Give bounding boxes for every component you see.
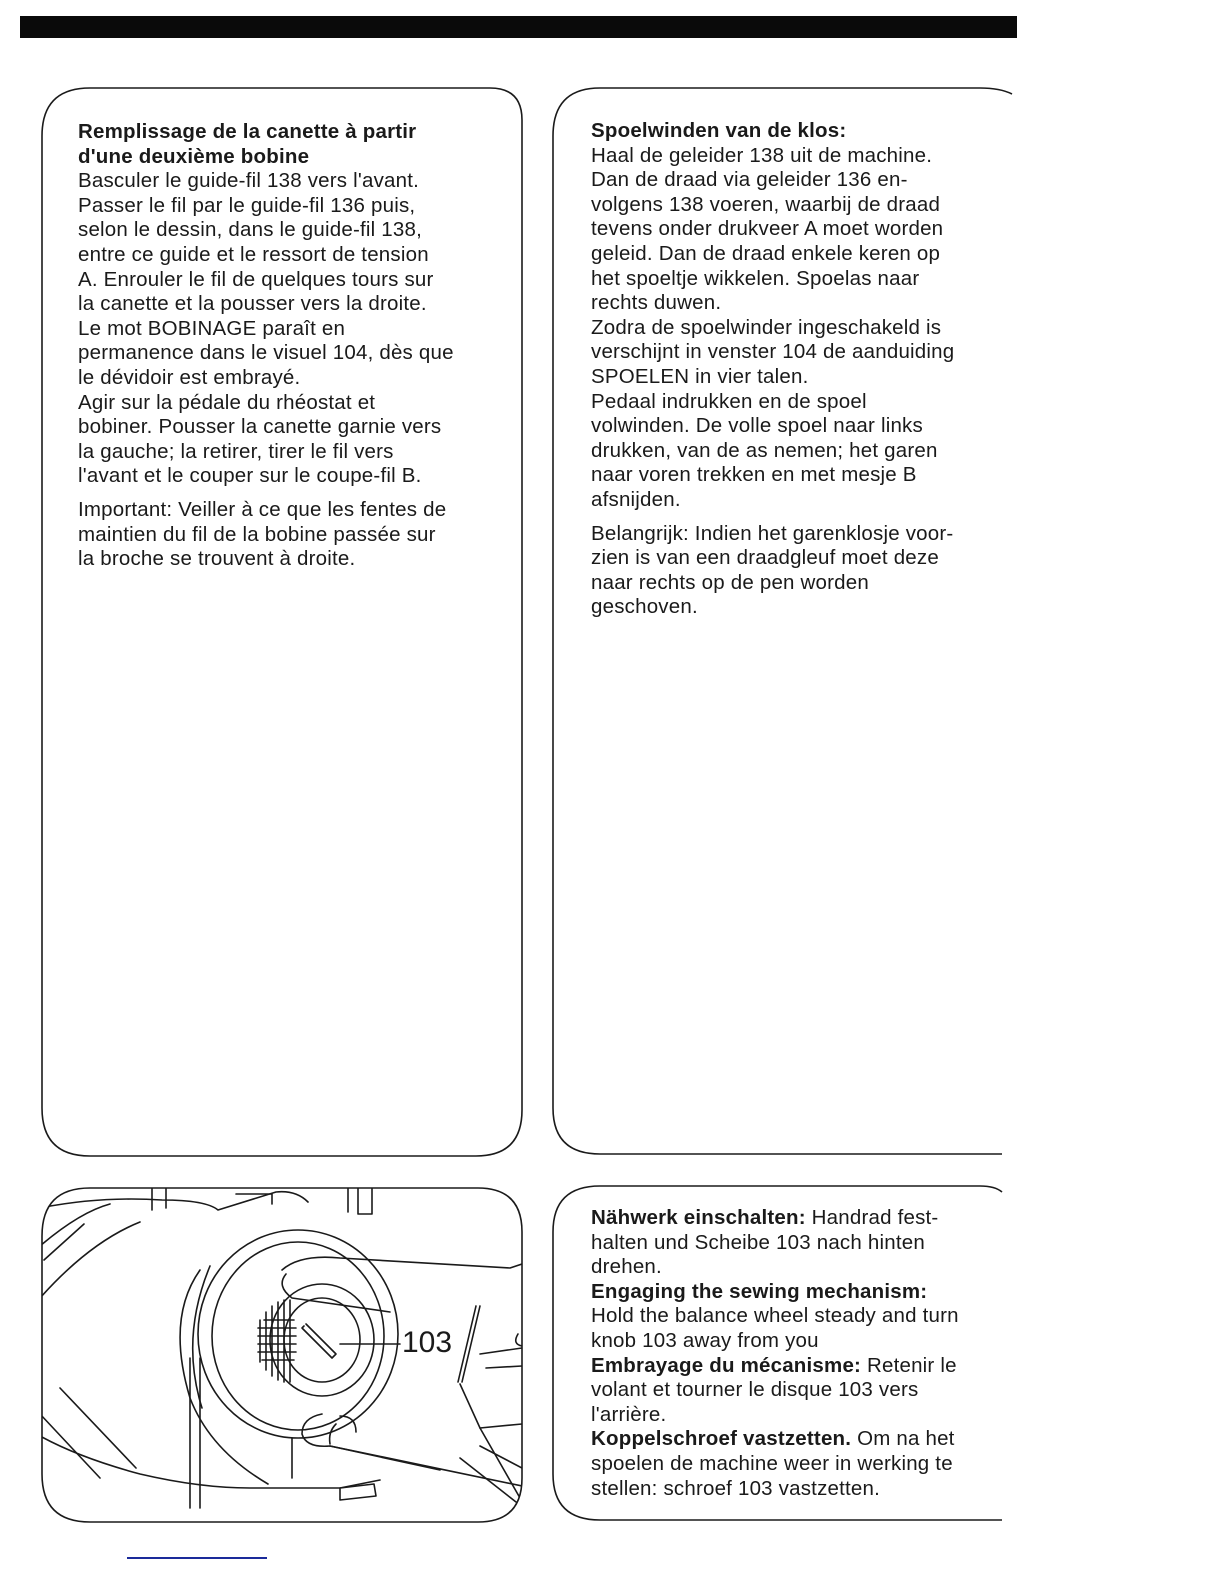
french-line: Passer le fil par le guide-fil 136 puis, bbox=[78, 193, 416, 217]
french-line: selon le dessin, dans le guide-fil 138, bbox=[78, 218, 422, 242]
footer-rule bbox=[127, 1557, 267, 1559]
french-short-line bbox=[591, 1354, 1011, 1379]
hand-turning-knob-drawing bbox=[40, 1188, 522, 1524]
dutch-instructions bbox=[591, 119, 1011, 620]
english-line: knob 103 away from you bbox=[591, 1328, 819, 1352]
dutch-line: Pedaal indrukken en de spoel bbox=[591, 389, 867, 413]
dutch-short-heading: Koppelschroef vastzetten. bbox=[591, 1427, 852, 1451]
french-title-line1: Remplissage de la canette à partir bbox=[78, 120, 417, 143]
dutch-line: drukken, van de as nemen; het garen bbox=[591, 438, 938, 462]
dutch-line: Haal de geleider 138 uit de machine. bbox=[591, 143, 933, 167]
french-note-line: Important: Veiller à ce que les fentes de bbox=[78, 497, 447, 521]
dutch-line: naar voren trekken en met mesje B bbox=[591, 463, 917, 487]
dutch-line: Zodra de spoelwinder ingeschakeld is bbox=[591, 315, 942, 339]
french-short-text: Retenir le bbox=[861, 1353, 957, 1377]
french-instructions bbox=[78, 120, 508, 572]
dutch-line: SPOELEN in vier talen. bbox=[591, 364, 809, 388]
french-line: entre ce guide et le ressort de tension bbox=[78, 242, 429, 266]
french-line: permanence dans le visuel 104, dès que bbox=[78, 341, 454, 365]
german-line: halten und Scheibe 103 nach hinten bbox=[591, 1230, 925, 1254]
french-short-line: l'arrière. bbox=[591, 1402, 667, 1426]
callout-103: 103 bbox=[402, 1326, 453, 1359]
english-heading: Engaging the sewing mechanism: bbox=[591, 1279, 928, 1303]
french-line: Agir sur la pédale du rhéostat et bbox=[78, 390, 376, 414]
dutch-line: volwinden. De volle spoel naar links bbox=[591, 414, 923, 438]
dutch-title: Spoelwinden van de klos: bbox=[591, 119, 847, 142]
french-line: le dévidoir est embrayé. bbox=[78, 365, 301, 389]
french-title-line2: d'une deuxième bobine bbox=[78, 144, 310, 168]
dutch-short-line: stellen: schroef 103 vastzetten. bbox=[591, 1476, 881, 1500]
dutch-line: geleid. Dan de draad enkele keren op bbox=[591, 241, 941, 265]
french-line: Le mot BOBINAGE paraît en bbox=[78, 316, 346, 340]
french-line: Basculer le guide-fil 138 vers l'avant. bbox=[78, 169, 420, 193]
german-line bbox=[591, 1206, 1011, 1231]
french-line: la gauche; la retirer, tirer le fil vers bbox=[78, 439, 394, 463]
dutch-line: volgens 138 voeren, waarbij de draad bbox=[591, 192, 941, 216]
dutch-note-line: Belangrijk: Indien het garenklosje voor- bbox=[591, 521, 954, 545]
dutch-note-line: naar rechts op de pen worden bbox=[591, 570, 869, 594]
dutch-line: Dan de draad via geleider 136 en- bbox=[591, 168, 908, 192]
french-note-line: maintien du fil de la bobine passée sur bbox=[78, 522, 436, 546]
french-line: l'avant et le couper sur le coupe-fil B. bbox=[78, 464, 422, 488]
dutch-note-line: zien is van een draadgleuf moet deze bbox=[591, 546, 939, 570]
dutch-line: verschijnt in venster 104 de aanduiding bbox=[591, 340, 955, 364]
header-bar bbox=[20, 16, 1017, 38]
english-line: Hold the balance wheel steady and turn bbox=[591, 1304, 959, 1328]
french-short-heading: Embrayage du mécanisme: bbox=[591, 1353, 862, 1377]
dutch-line: het spoeltje wikkelen. Spoelas naar bbox=[591, 266, 920, 290]
multilingual-instructions bbox=[591, 1206, 1011, 1501]
french-note-line: la broche se trouvent à droite. bbox=[78, 547, 356, 571]
dutch-line: afsnijden. bbox=[591, 487, 681, 511]
french-line: A. Enrouler le fil de quelques tours sur bbox=[78, 267, 434, 291]
dutch-short-line: spoelen de machine weer in werking te bbox=[591, 1451, 953, 1475]
french-short-line: volant et tourner le disque 103 vers bbox=[591, 1378, 919, 1402]
dutch-line: tevens onder drukveer A moet worden bbox=[591, 217, 944, 241]
dutch-line: rechts duwen. bbox=[591, 291, 722, 315]
german-line: drehen. bbox=[591, 1255, 662, 1279]
german-text: Handrad fest- bbox=[805, 1206, 939, 1229]
french-line: la canette et la pousser vers la droite. bbox=[78, 292, 427, 316]
dutch-note-line: geschoven. bbox=[591, 595, 698, 619]
dutch-short-text: Om na het bbox=[851, 1427, 955, 1451]
french-line: bobiner. Pousser la canette garnie vers bbox=[78, 415, 442, 439]
german-heading: Nähwerk einschalten: bbox=[591, 1206, 806, 1229]
dutch-short-line bbox=[591, 1427, 1011, 1452]
